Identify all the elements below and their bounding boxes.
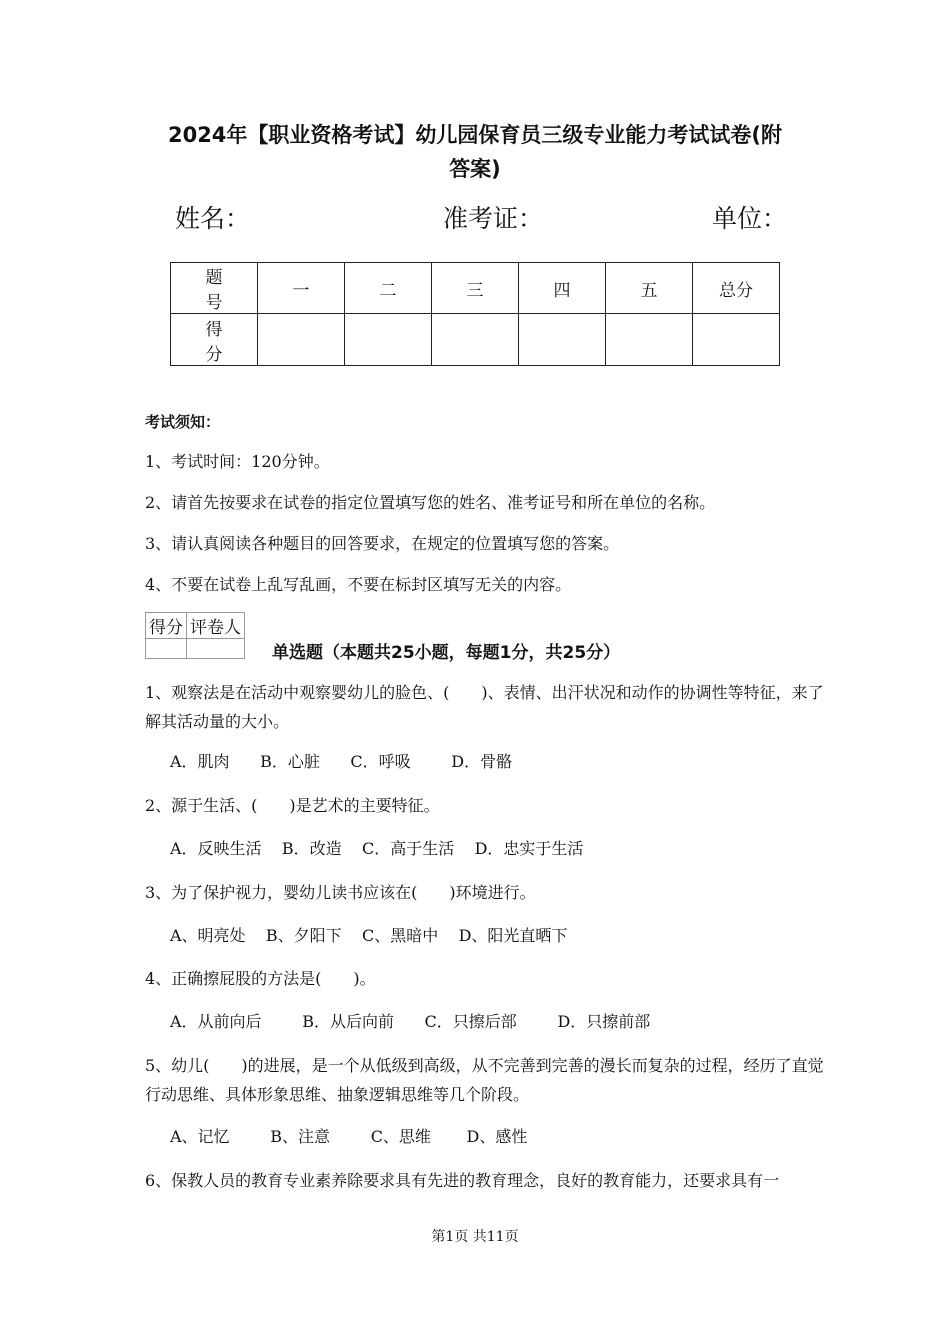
notice-item-1: 1、考试时间：120分钟。 xyxy=(145,452,330,471)
score-cell-4[interactable] xyxy=(519,314,606,366)
header-cell-2: 二 xyxy=(345,263,432,314)
question-2-options: A．反映生活 B．改造 C．高于生活 D．忠实于生活 xyxy=(170,839,584,858)
name-label: 姓名： xyxy=(175,204,251,233)
score-cell-3[interactable] xyxy=(432,314,519,366)
score-cell-2[interactable] xyxy=(345,314,432,366)
exam-title xyxy=(145,118,805,186)
header-cell-label: 题 号 xyxy=(171,263,258,314)
section-title: 单选题（本题共25小题，每题1分，共25分） xyxy=(272,643,621,663)
grader-value-row xyxy=(146,639,245,659)
header-cell-3: 三 xyxy=(432,263,519,314)
notice-item-2: 2、请首先按要求在试卷的指定位置填写您的姓名、准考证号和所在单位的名称。 xyxy=(145,493,716,512)
header-cell-1: 一 xyxy=(258,263,345,314)
notice-item-4: 4、不要在试卷上乱写乱画，不要在标封区填写无关的内容。 xyxy=(145,575,572,594)
title-line-2: 答案) xyxy=(449,157,501,181)
score-cell-1[interactable] xyxy=(258,314,345,366)
ticket-label: 准考证： xyxy=(443,204,544,233)
score-header-row xyxy=(171,263,780,314)
question-4-options: A．从前向后 B．从后向前 C．只擦后部 D．只擦前部 xyxy=(170,1012,651,1031)
title-line-1: 2024年【职业资格考试】幼儿园保育员三级专业能力考试试卷(附 xyxy=(167,123,783,147)
score-cell-total[interactable] xyxy=(693,314,780,366)
header-cell-4: 四 xyxy=(519,263,606,314)
header-cell-5: 五 xyxy=(606,263,693,314)
question-3-options: A、明亮处 B、夕阳下 C、黑暗中 D、阳光直晒下 xyxy=(170,926,568,945)
question-1: 1、观察法是在活动中观察婴幼儿的脸色、( )、表情、出汗状况和动作的协调性等特征，来了解其活动量的大小。 xyxy=(145,683,824,731)
notice-item-3: 3、请认真阅读各种题目的回答要求，在规定的位置填写您的答案。 xyxy=(145,534,620,553)
question-6: 6、保教人员的教育专业素养除要求具有先进的教育理念，良好的教育能力，还要求具有一 xyxy=(145,1171,780,1190)
grader-box xyxy=(145,612,245,659)
score-table xyxy=(170,262,780,366)
page-footer: 第1页 共11页 xyxy=(431,1229,519,1245)
notice-title: 考试须知： xyxy=(145,413,221,431)
unit-label: 单位： xyxy=(712,204,788,233)
question-1-options: A．肌肉 B．心脏 C．呼吸 D．骨骼 xyxy=(170,752,513,771)
question-3: 3、为了保护视力，婴幼儿读书应该在( )环境进行。 xyxy=(145,883,536,902)
question-2: 2、源于生活、( )是艺术的主要特征。 xyxy=(145,796,440,815)
grader-reviewer-cell[interactable] xyxy=(187,639,245,659)
score-row-label: 得 分 xyxy=(171,314,258,366)
score-cell-5[interactable] xyxy=(606,314,693,366)
grader-score-cell[interactable] xyxy=(146,639,187,659)
question-4: 4、正确擦屁股的方法是( )。 xyxy=(145,969,376,988)
grader-score-label: 得分 xyxy=(146,613,187,639)
question-5-options: A、记忆 B、注意 C、思维 D、感性 xyxy=(170,1127,528,1146)
grader-header-row xyxy=(146,613,245,639)
question-5: 5、幼儿( )的进展，是一个从低级到高级，从不完善到完善的漫长而复杂的过程，经历了直觉行动思维、具体形象思维、抽象逻辑思维等几个阶段。 xyxy=(145,1056,824,1104)
grader-reviewer-label: 评卷人 xyxy=(187,613,245,639)
header-cell-total: 总分 xyxy=(693,263,780,314)
score-value-row xyxy=(171,314,780,366)
